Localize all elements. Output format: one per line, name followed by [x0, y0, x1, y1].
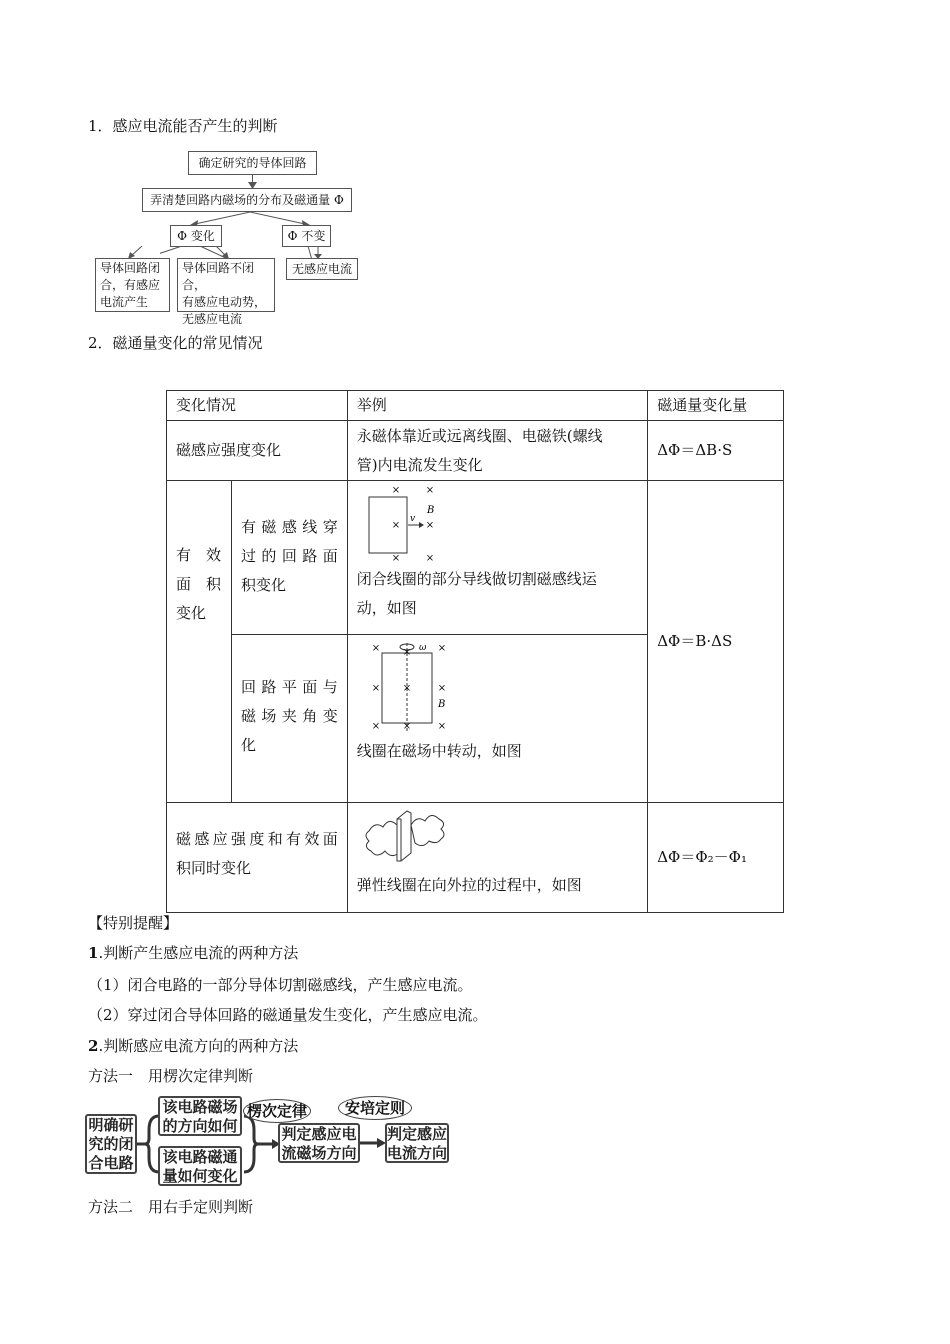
- row-both-change-example: 弹性线圈在向外拉的过程中，如图: [347, 803, 648, 913]
- header-flux-change: 磁通量变化量: [648, 391, 784, 421]
- figure-cutting-wire: [362, 485, 462, 565]
- row-b-changes-label: 磁感应强度变化: [167, 421, 348, 481]
- flow2-result: 判定感应 电流方向: [387, 1125, 448, 1162]
- flow2-arrow-2: [360, 1136, 386, 1150]
- method-2-label: 方法二 用右手定则判断: [88, 1198, 254, 1216]
- svg-text:×: ×: [371, 683, 380, 694]
- svg-text:×: ×: [425, 485, 434, 496]
- svg-text:×: ×: [425, 553, 434, 564]
- row-area-cut-example: × × × × × × v B 闭合线圈的部分导线做切割磁感线运 动，如图: [347, 481, 648, 635]
- flow2-start-box: 明确研 究的闭 合电路: [85, 1114, 137, 1174]
- method-1-label: 方法一 用楞次定律判断: [88, 1067, 254, 1085]
- flow-box-define-circuit: 确定研究的导体回路: [188, 151, 317, 175]
- svg-text:v: v: [409, 514, 415, 524]
- flux-change-table: [166, 390, 784, 913]
- flow2-ampere-rule-bubble: 安培定则: [338, 1096, 412, 1120]
- svg-text:×: ×: [402, 683, 411, 694]
- svg-text:×: ×: [371, 721, 380, 732]
- row-angle-change-example: ω × × × × × × × × × B 线圈在磁场中转动，如图: [347, 635, 648, 803]
- figure-rotating-coil: [362, 641, 462, 733]
- svg-text:×: ×: [402, 647, 411, 658]
- svg-text:×: ×: [391, 485, 400, 496]
- heading-1: 1．感应电流能否产生的判断: [88, 117, 278, 135]
- svg-text:×: ×: [437, 721, 446, 732]
- flow-box-flux-changes: Φ 变化: [170, 225, 222, 247]
- flow-box-flux-distribution: 弄清楚回路内磁场的分布及磁通量 Φ: [142, 188, 352, 212]
- tip-1a: （1）闭合电路的一部分导体切割磁感线，产生感应电流。: [88, 976, 473, 994]
- svg-text:×: ×: [371, 643, 380, 654]
- flow-box-open-circuit: 导体回路不闭合， 有感应电动势， 无感应电流: [177, 258, 275, 312]
- row-both-change-label: 磁感应强度和有效面 积同时变化: [167, 803, 348, 913]
- heading-2: 2．磁通量变化的常见情况: [88, 334, 263, 352]
- formula-dB-S: ΔΦ＝ΔB·S: [648, 421, 784, 481]
- flow-box-flux-unchanged: Φ 不变: [282, 225, 331, 247]
- formula-B-dS: ΔΦ＝B·ΔS: [648, 481, 784, 803]
- flow2-flux-change: 该电路磁通 量如何变化: [158, 1146, 242, 1186]
- svg-text:B: B: [437, 699, 446, 710]
- svg-text:×: ×: [425, 520, 434, 531]
- flow2-judge-field: 判定感应电 流磁场方向: [278, 1123, 360, 1163]
- row-angle-change-label: 回路平面与 磁场夹角变 化: [231, 635, 347, 803]
- row-b-changes-example: 永磁体靠近或远离线圈、电磁铁(螺线 管)内电流发生变化: [347, 421, 648, 481]
- figure-elastic-coil: [359, 809, 459, 863]
- flow2-field-direction: 该电路磁场 的方向如何: [158, 1096, 242, 1136]
- formula-phi2-phi1: ΔΦ＝Φ₂－Φ₁: [648, 803, 784, 913]
- svg-text:B: B: [426, 505, 435, 516]
- flow-box-closed-circuit: 导体回路闭 合，有感应 电流产生: [95, 258, 170, 312]
- svg-text:×: ×: [402, 721, 411, 732]
- tip-2-heading: 2.判断感应电流方向的两种方法: [88, 1037, 299, 1055]
- svg-text:×: ×: [391, 520, 400, 531]
- header-example: 举例: [347, 391, 648, 421]
- flow-box-no-current: 无感应电流: [286, 258, 358, 280]
- tip-1-heading: 1.判断产生感应电流的两种方法: [88, 944, 299, 962]
- svg-text:×: ×: [437, 683, 446, 694]
- svg-text:×: ×: [391, 553, 400, 564]
- tips-title: 【特别提醒】: [88, 914, 179, 932]
- svg-text:ω: ω: [418, 643, 427, 653]
- header-change-case: 变化情况: [167, 391, 348, 421]
- tip-1b: （2）穿过闭合导体回路的磁通量发生变化，产生感应电流。: [88, 1006, 488, 1024]
- svg-text:×: ×: [437, 643, 446, 654]
- flow2-lenz-law-bubble: 楞次定律: [243, 1099, 311, 1123]
- row-area-cut-label: 有磁感线穿 过的回路面 积变化: [231, 481, 347, 635]
- effective-area-label: 有 效 面 积 变化: [167, 481, 232, 803]
